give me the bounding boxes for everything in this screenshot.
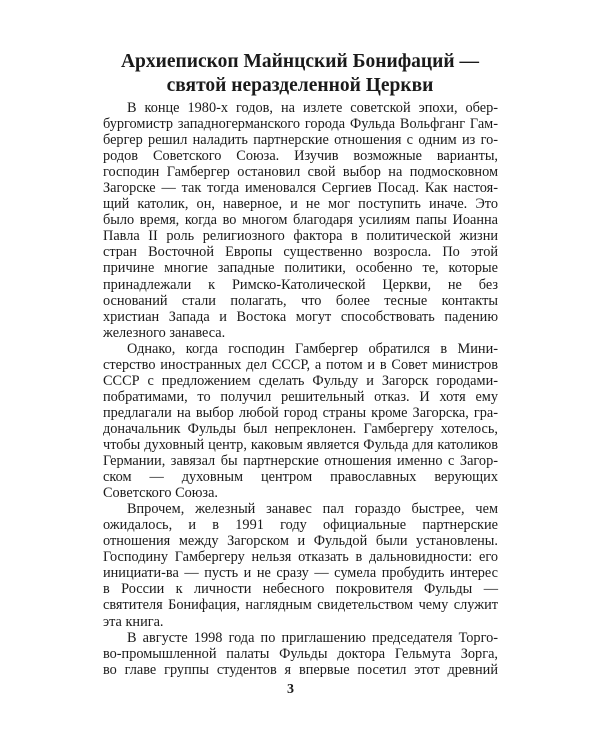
text-line: стран Восточной Европы существенно возросла. По этой (103, 244, 498, 261)
text-line: Советского Союза. (103, 485, 218, 502)
text-line: господин Гамбергер остановил свой выбор на подмосковном (103, 164, 498, 181)
text-line: во главе группы студентов я впервые посетил этот древний (103, 661, 498, 678)
text-line: ожидалось, и в 1991 году официальные партнерские (103, 517, 498, 534)
text-line: причине многие западные политики, особенно те, которые (103, 260, 498, 277)
text-line: доначальник Фульды был непреклонен. Гамбергеру хотелось, (103, 420, 498, 437)
text-line: щий католик, он, наверное, и не мог поступить иначе. Это (103, 196, 498, 213)
paragraph (103, 100, 498, 341)
text-line: железного занавеса. (103, 324, 226, 341)
text-line: родов Советского Союза. Изучив возможные варианты, (103, 148, 498, 165)
text-line: В конце 1980-х годов, на излете советской эпохи, обер- (127, 100, 498, 116)
chapter-title (100, 50, 500, 98)
text-line: во-промышленной палаты Фульды доктора Гельмута Зорга, (103, 645, 498, 662)
paragraph (103, 630, 498, 678)
text-line: предлагали на выбор любой город страны кроме Загорска, гра- (103, 404, 498, 421)
text-line: инициати-ва — пусть и не сразу — сумела пробудить интерес (103, 565, 498, 582)
text-line: бургомистр западногерманского города Фульда Вольфганг Гам- (103, 116, 498, 133)
text-line: Павла II роль религиозного фактора в политической жизни (103, 228, 498, 245)
page-number: 3 (287, 682, 294, 697)
text-line: бергер решил наладить партнерские отношения с одним из го- (103, 132, 498, 149)
paragraph (103, 501, 498, 629)
text-line: было время, когда во многом благодаря усилиям папы Иоанна (103, 212, 498, 229)
title-line: святой неразделенной Церкви (166, 75, 434, 96)
text-line: в России к личности небесного покровителя Фульды — (103, 581, 498, 598)
text-line: святителя Бонифация, наглядным свидетельством чему служит (103, 597, 498, 614)
body-text (103, 100, 498, 678)
text-line: СССР с предложением сделать Фульду и Загорск городами- (103, 372, 498, 389)
text-line: В августе 1998 года по приглашению председателя Торго- (127, 629, 498, 646)
text-line: ском — духовным центром православных верующих (103, 469, 498, 486)
text-line: эта книга. (103, 613, 164, 630)
text-line: чтобы духовный центр, каковым является Фульда для католиков (103, 436, 498, 453)
text-line: Германии, завязал бы партнерские отношения именно с Загор- (103, 453, 498, 470)
text-line: Загорске — так тогда именовался Сергиев Посад. Как настоя- (103, 180, 498, 197)
text-line: оснований стали полагать, что более тесные контакты (103, 292, 498, 309)
text-line: отношения между Загорском и Фульдой были установлены. (103, 533, 498, 550)
paragraph (103, 341, 498, 501)
text-line: Впрочем, железный занавес пал гораздо быстрее, чем (127, 501, 498, 518)
text-line: Однако, когда господин Гамбергер обратился в Мини- (127, 340, 498, 357)
text-line: побратимами, то получил решительный отказ. И хотя ему (103, 388, 498, 405)
title-line: Архиепископ Майнцский Бонифаций — (120, 51, 480, 72)
text-line: принадлежали к Римско-Католической Церкви, не без (103, 276, 498, 293)
text-line: стерство иностранных дел СССР, а потом и в Совет министров (103, 356, 498, 373)
text-line: Господину Гамбергеру нельзя отказать в дальновидности: его (103, 549, 498, 566)
text-line: христиан Запада и Востока могут способствовать падению (103, 308, 498, 325)
